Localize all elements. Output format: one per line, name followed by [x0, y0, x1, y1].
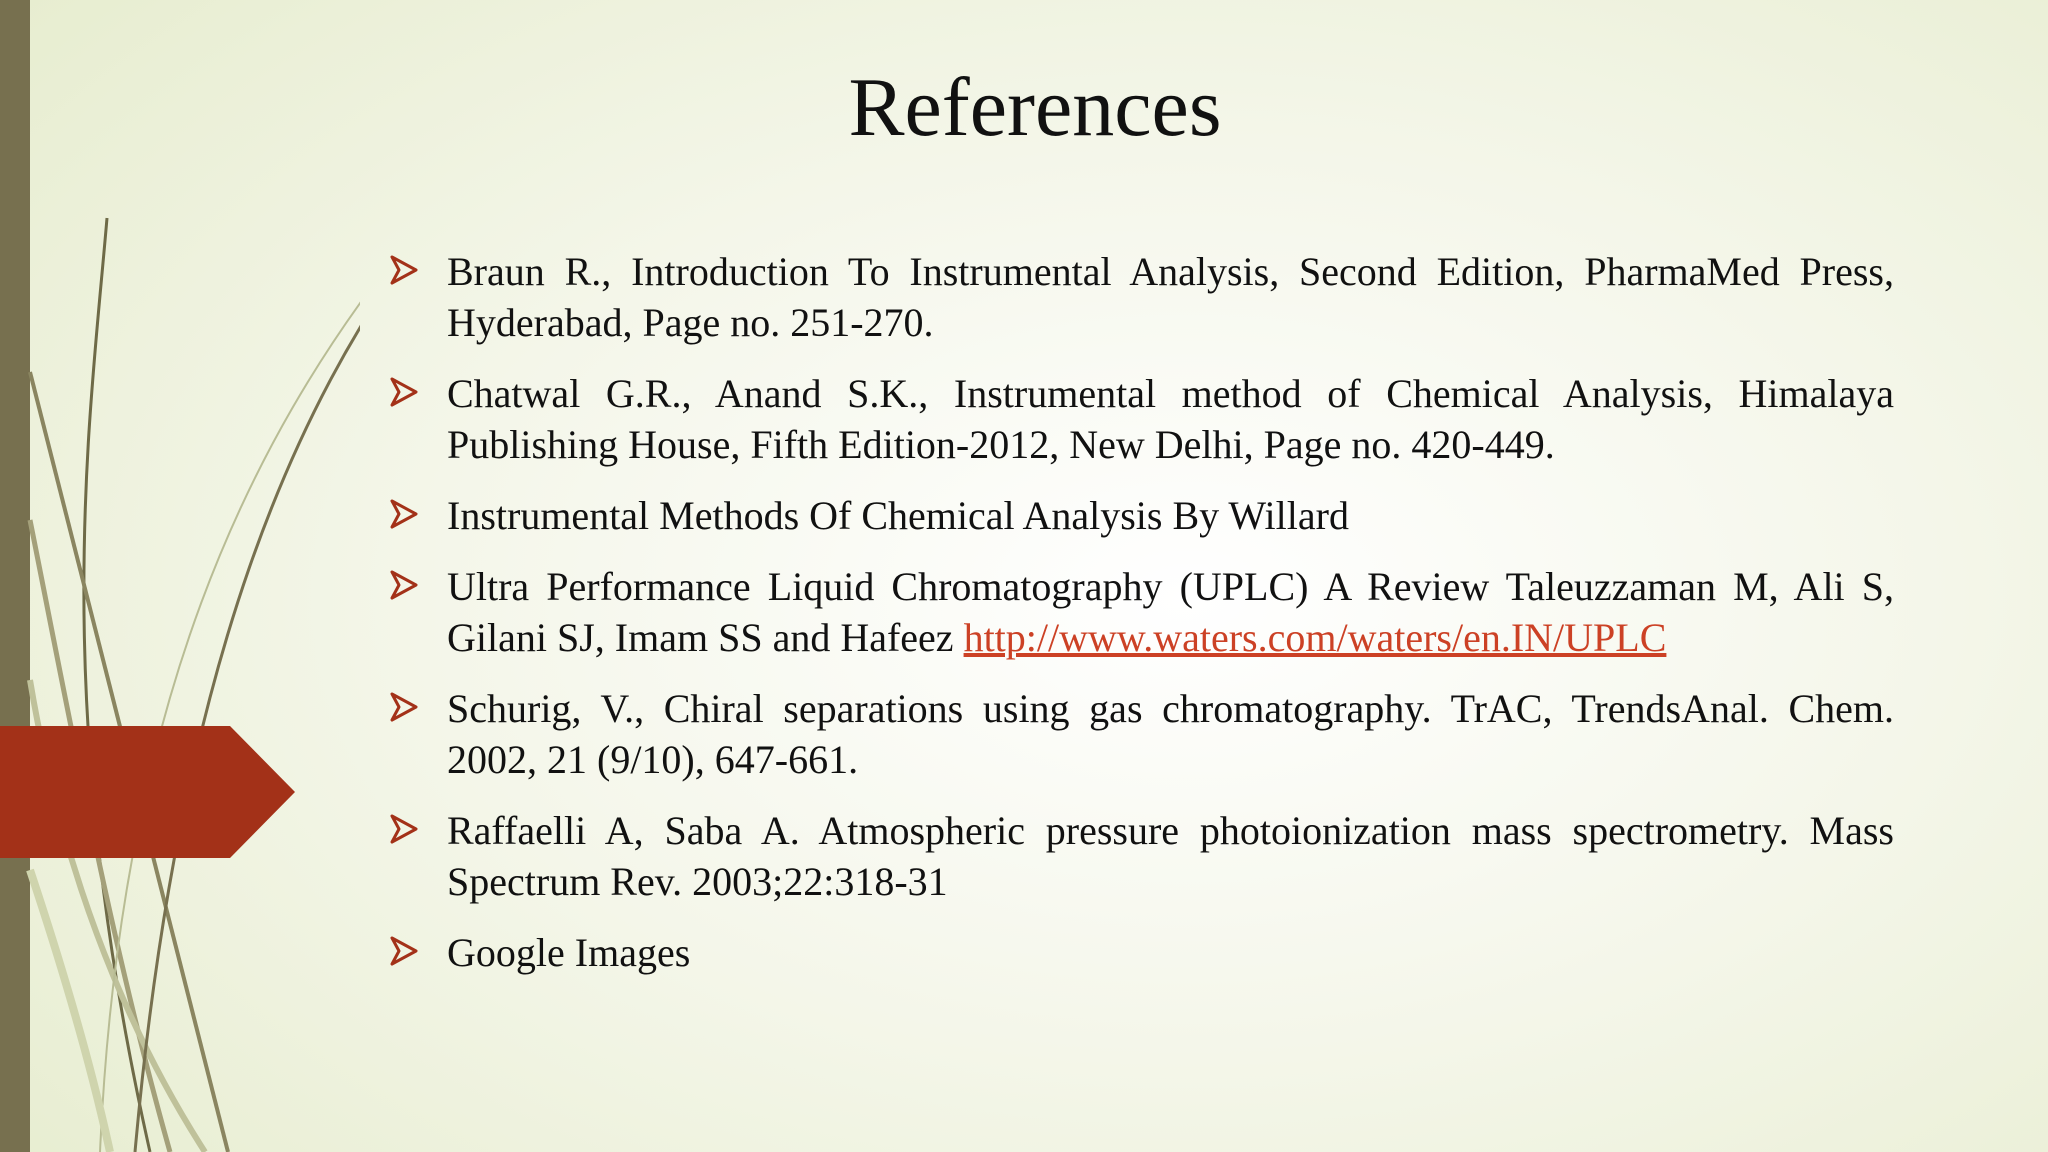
reference-item: [390, 368, 1894, 470]
slide-title: References: [848, 61, 1222, 154]
red-accent-tab: [0, 726, 295, 858]
reference-text: Google Images: [447, 930, 691, 975]
reference-text: Instrumental Methods Of Chemical Analysis By Willard: [447, 493, 1349, 538]
reference-item: [390, 561, 1894, 663]
reference-text: Raffaelli A, Saba A. Atmospheric pressure photoionization mass spectrometry. Mass Spectrum Rev. 2003;22:318-31: [447, 808, 1894, 904]
reference-item: [390, 927, 1894, 978]
reference-item: [390, 246, 1894, 348]
arrowhead-bullet-icon: [390, 570, 418, 600]
arrowhead-bullet-icon: [390, 255, 418, 285]
reference-item: [390, 490, 1894, 541]
arrowhead-bullet-icon: [390, 377, 418, 407]
reference-link[interactable]: http://www.waters.com/waters/en.IN/UPLC: [963, 615, 1667, 660]
reference-list: [390, 246, 1894, 998]
arrowhead-bullet-icon: [390, 499, 418, 529]
arrowhead-bullet-icon: [390, 692, 418, 722]
reference-text: Braun R., Introduction To Instrumental Analysis, Second Edition, PharmaMed Press, Hyderabad, Page no. 251-270.: [447, 249, 1894, 345]
reference-item: [390, 683, 1894, 785]
reference-text: Ultra Performance Liquid Chromatography (UPLC) A Review Taleuzzaman M, Ali S, Gilani SJ, Imam SS and Hafeez: [447, 564, 1894, 660]
reference-text: Chatwal G.R., Anand S.K., Instrumental method of Chemical Analysis, Himalaya Publishing House, Fifth Edition-2012, New Delhi, Page no. 420-449.: [447, 371, 1894, 467]
reference-item: [390, 805, 1894, 907]
reference-text: Schurig, V., Chiral separations using gas chromatography. TrAC, TrendsAnal. Chem. 2002, 21 (9/10), 647-661.: [447, 686, 1894, 782]
arrowhead-bullet-icon: [390, 936, 418, 966]
arrowhead-bullet-icon: [390, 814, 418, 844]
decorative-curves: [0, 0, 360, 1152]
